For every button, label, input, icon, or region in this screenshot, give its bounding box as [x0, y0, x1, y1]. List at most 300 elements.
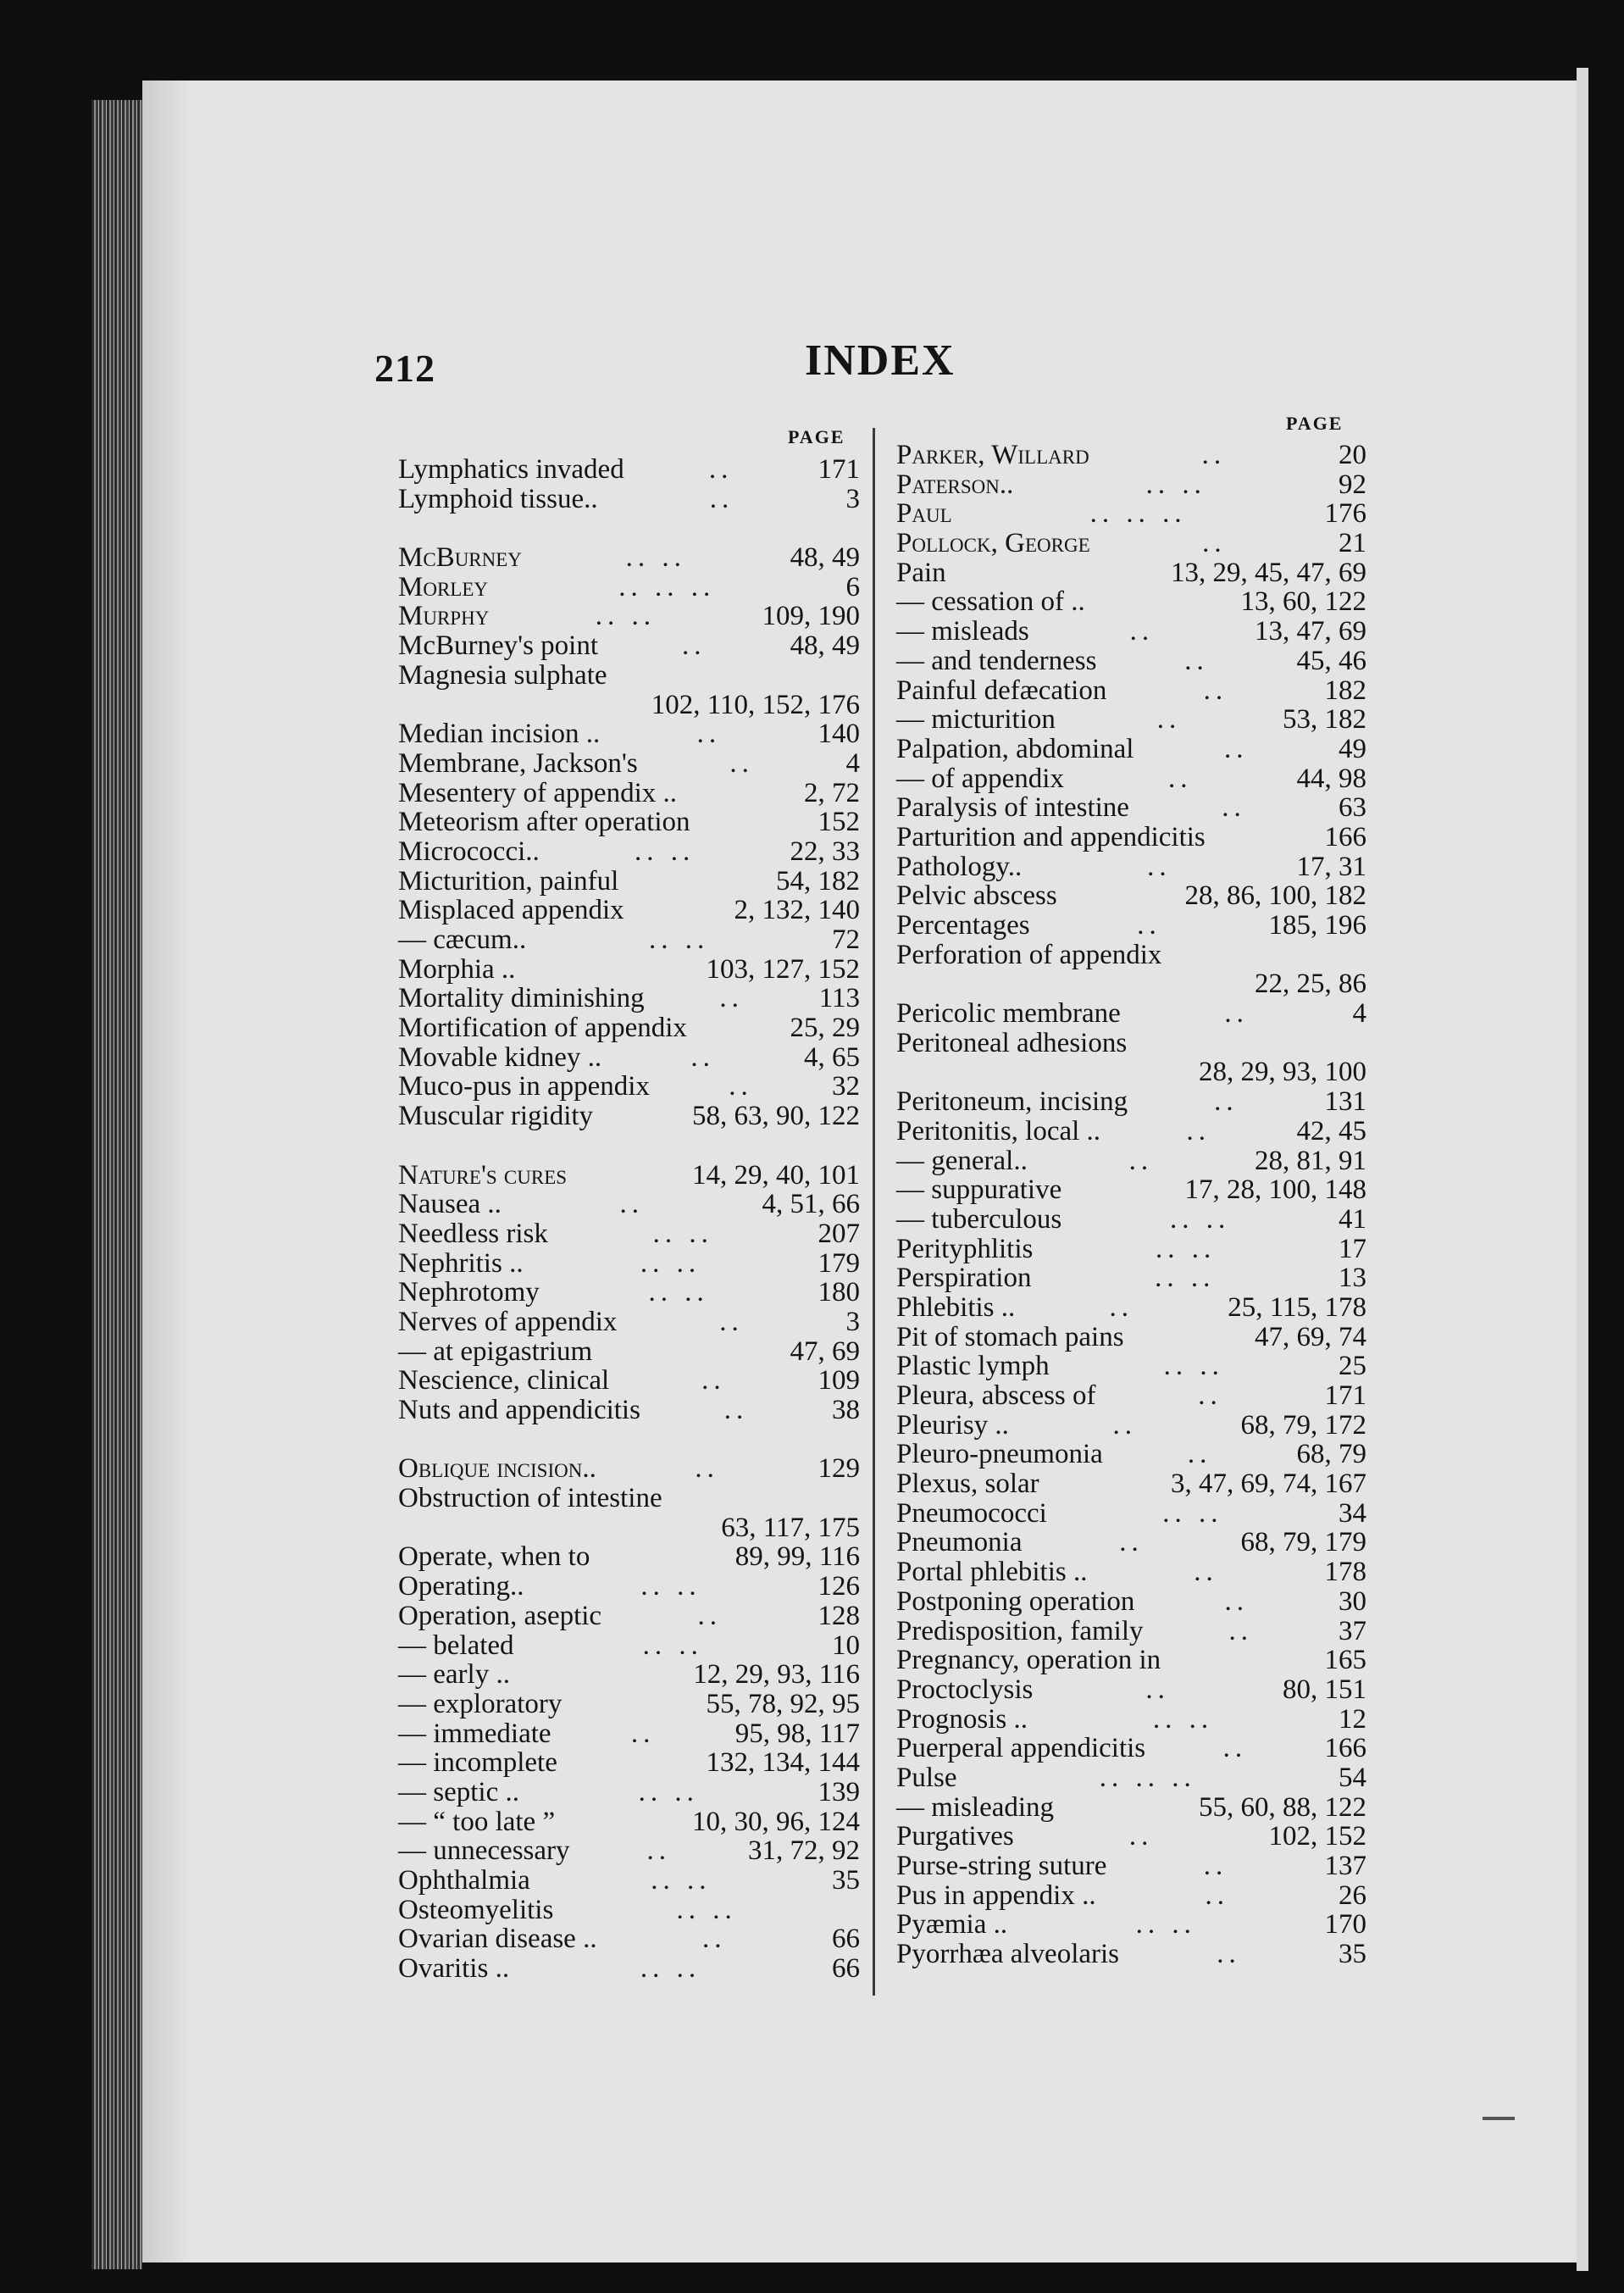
index-entry-pages: 4, 65 — [804, 1041, 860, 1073]
index-entry-term: Pit of stomach pains — [896, 1321, 1124, 1352]
index-entry — [398, 1454, 860, 1484]
index-entry — [896, 1293, 1366, 1323]
index-entry-leader: .. — [719, 1307, 744, 1337]
page-title: INDEX — [805, 336, 956, 385]
index-entry-pages: 32 — [832, 1071, 860, 1102]
index-entry-pages: 176 — [1324, 498, 1366, 530]
index-entry — [398, 1161, 860, 1191]
index-entry — [896, 1822, 1366, 1852]
index-entry-pages: 54 — [1339, 1762, 1366, 1793]
index-entry-leader: .. — [697, 1601, 723, 1631]
index-entry-pages: 180 — [818, 1277, 860, 1308]
index-entry-leader: .. — [1167, 763, 1193, 794]
index-entry-pages: 41 — [1339, 1203, 1366, 1235]
index-entry-pages: 3, 47, 69, 74, 167 — [1171, 1469, 1366, 1500]
index-entry-pages: 35 — [1339, 1939, 1366, 1970]
index-entry-leader: .. — [1184, 646, 1209, 676]
index-entry-leader: .. — [1203, 1852, 1228, 1881]
index-entry-leader: .. — [1145, 1674, 1170, 1705]
index-entry-pages: 92 — [1339, 469, 1366, 500]
index-entry-leader: .. — [682, 631, 707, 661]
index-entry-leader: .. .. — [1152, 1704, 1214, 1735]
index-entry — [896, 441, 1366, 470]
index-entry — [896, 1440, 1366, 1469]
index-entry-pages: 207 — [818, 1218, 860, 1249]
index-entry-leader: .. — [1128, 1146, 1154, 1176]
index-entry — [398, 1631, 860, 1661]
index-entry — [398, 925, 860, 955]
index-entry-term: — micturition — [896, 704, 1056, 736]
index-entry — [896, 1793, 1366, 1823]
index-entry-term: Phlebitis .. — [896, 1291, 1016, 1323]
index-entry — [896, 1910, 1366, 1940]
index-entry-pages: 28, 81, 91 — [1255, 1145, 1366, 1176]
index-entry-pages: 31, 72, 92 — [748, 1835, 860, 1867]
page-right-edge — [1577, 68, 1588, 2271]
index-entry — [398, 602, 860, 631]
index-entry — [398, 1660, 860, 1690]
index-entry-term: Median incision .. — [398, 719, 601, 750]
index-entry-term: — misleads — [896, 616, 1029, 647]
index-entry — [398, 1249, 860, 1279]
index-entry-pages: 47, 69 — [790, 1335, 860, 1367]
index-entry-pages: 54, 182 — [776, 865, 860, 897]
index-entry — [398, 896, 860, 925]
index-entry — [896, 1705, 1366, 1735]
index-entry-pages: 25, 29 — [790, 1013, 860, 1044]
index-entry-leader: .. — [729, 748, 754, 779]
index-entry-term: Paul — [896, 498, 952, 530]
index-entry-term: Pollock, George — [896, 528, 1090, 559]
index-entry-term: Purse-string suture — [896, 1851, 1107, 1881]
index-entry-term: Meteorism after operation — [398, 807, 690, 838]
index-entry-pages: 68, 79, 179 — [1240, 1527, 1366, 1558]
left-page-column-header: PAGE — [788, 426, 845, 447]
index-entry — [398, 1484, 860, 1513]
index-entry-leader: .. .. — [1162, 1498, 1223, 1529]
index-entry-continuation — [398, 1513, 860, 1543]
index-entry-pages: 68, 79 — [1296, 1439, 1366, 1470]
page-number: 212 — [374, 347, 435, 390]
index-entry-pages: 126 — [818, 1571, 860, 1602]
index-entry-term: Ovarian disease .. — [398, 1924, 597, 1955]
index-entry-leader: .. .. — [648, 1278, 709, 1308]
page-smudge — [1483, 2117, 1515, 2120]
index-entry-leader: .. .. — [1169, 1204, 1231, 1235]
index-entry-term: Peritoneum, incising — [896, 1086, 1128, 1118]
index-entry-pages: 48, 49 — [790, 630, 860, 662]
index-entry-term: Needless risk — [398, 1218, 548, 1249]
index-entry-term: Murphy — [398, 601, 490, 632]
index-entry-term: Pericolic membrane — [896, 998, 1121, 1030]
index-entry-term: Nature's cures — [398, 1159, 568, 1191]
index-entry-pages: 13 — [1339, 1263, 1366, 1294]
index-entry-term: — immediate — [398, 1718, 551, 1749]
index-entry — [896, 764, 1366, 794]
index-entry — [896, 1235, 1366, 1264]
index-entry-pages: 80, 151 — [1283, 1674, 1366, 1705]
index-entry-leader: .. — [630, 1718, 656, 1749]
index-entry-pages: 137 — [1324, 1851, 1366, 1881]
index-entry-leader: .. — [696, 719, 722, 749]
index-entry — [398, 1778, 860, 1807]
index-entry-leader: .. — [1198, 1381, 1222, 1411]
index-entry — [398, 1043, 860, 1073]
index-entry-pages: 10 — [832, 1630, 860, 1661]
index-entry-leader: .. — [1224, 999, 1249, 1029]
index-section-gap — [398, 1425, 860, 1455]
index-entry-leader: .. .. — [1163, 1352, 1224, 1382]
index-entry-term: — of appendix — [896, 763, 1064, 794]
index-entry-term: — exploratory — [398, 1688, 563, 1719]
index-entry-pages: 53, 182 — [1283, 704, 1366, 736]
index-entry-pages: 12, 29, 93, 116 — [693, 1659, 860, 1691]
index-entry-term: Pulse — [896, 1762, 957, 1793]
index-entry-term: Morphia .. — [398, 953, 516, 985]
index-entry-pages: 20 — [1339, 440, 1366, 470]
index-entry-pages: 28, 29, 93, 100 — [1199, 1057, 1366, 1088]
index-entry-pages: 109, 190 — [762, 601, 860, 632]
index-entry — [398, 749, 860, 779]
index-entry-pages: 185, 196 — [1268, 910, 1366, 941]
index-entry — [896, 941, 1366, 970]
index-entry-leader: .. — [1156, 705, 1182, 735]
index-entry-pages: 25 — [1339, 1351, 1366, 1382]
index-entry — [896, 881, 1366, 911]
index-entry — [896, 1852, 1366, 1881]
index-entry-term: Muco-pus in appendix — [398, 1071, 650, 1102]
index-entry-leader: .. — [702, 1924, 727, 1955]
index-entry-term: Pregnancy, operation in — [896, 1645, 1161, 1676]
index-entry-term: Muscular rigidity — [398, 1101, 594, 1132]
index-entry — [398, 1602, 860, 1631]
index-entry-term: Mortification of appendix — [398, 1013, 687, 1044]
index-entry-leader: .. — [1228, 1616, 1253, 1646]
index-entry-term: — incomplete — [398, 1747, 557, 1779]
index-entry-term: Operating.. — [398, 1571, 524, 1602]
index-entry — [398, 955, 860, 985]
index-entry-leader: .. — [1129, 617, 1155, 647]
index-column-right — [896, 441, 1366, 1969]
index-entry-pages: 152 — [818, 807, 860, 838]
index-entry-leader: .. — [1112, 1410, 1137, 1441]
index-entry-term: Membrane, Jackson's — [398, 747, 638, 779]
index-entry-leader: .. — [695, 1454, 719, 1485]
index-entry-term: Pyæmia .. — [896, 1909, 1008, 1940]
index-entry-pages: 2, 72 — [804, 777, 860, 808]
index-entry-pages: 22, 25, 86 — [1255, 969, 1366, 1000]
index-entry-term: Puerperal appendicitis — [896, 1733, 1146, 1764]
index-entry-term: Peritoneal adhesions — [896, 1027, 1128, 1058]
index-entry-term: Purgatives — [896, 1821, 1014, 1852]
index-entry-term: — misleading — [896, 1791, 1055, 1823]
index-entry — [896, 587, 1366, 617]
index-entry-term: Plastic lymph — [896, 1351, 1050, 1382]
index-entry-leader: .. .. — [638, 1777, 699, 1807]
index-entry — [398, 1013, 860, 1043]
index-entry — [398, 1542, 860, 1572]
index-entry-term: Perityphlitis — [896, 1233, 1034, 1264]
index-entry-term: Paterson.. — [896, 469, 1014, 500]
index-entry-term: Morley — [398, 571, 489, 602]
index-entry — [896, 1881, 1366, 1911]
index-entry-pages: 132, 134, 144 — [706, 1747, 860, 1779]
index-entry-pages: 10, 30, 96, 124 — [692, 1806, 860, 1837]
index-entry-leader: .. — [719, 984, 744, 1014]
index-entry — [896, 705, 1366, 735]
index-entry-pages: 89, 99, 116 — [734, 1541, 860, 1573]
index-entry-leader: .. — [1137, 911, 1161, 941]
index-entry-term: Movable kidney .. — [398, 1041, 602, 1073]
index-entry-term: Paralysis of intestine — [896, 792, 1129, 824]
index-entry — [896, 823, 1366, 852]
index-entry-term: Prognosis .. — [896, 1703, 1028, 1735]
index-entry-term: Parker, Willard — [896, 440, 1089, 470]
index-entry — [896, 676, 1366, 706]
index-entry-pages: 12 — [1339, 1703, 1366, 1735]
index-entry-leader: .. — [690, 1042, 715, 1073]
index-entry-term: Magnesia sulphate — [398, 659, 607, 691]
index-entry-term: Mesentery of appendix .. — [398, 777, 677, 808]
index-entry-term: — at epigastrium — [398, 1335, 593, 1367]
index-entry-leader: .. .. — [642, 1630, 703, 1661]
index-entry-pages: 139 — [818, 1776, 860, 1807]
index-entry-pages: 166 — [1324, 821, 1366, 852]
index-entry-term: Palpation, abdominal — [896, 733, 1134, 764]
index-entry-leader: .. — [1187, 1440, 1212, 1470]
index-entry-pages: 109 — [818, 1365, 860, 1396]
index-entry-pages: 171 — [1324, 1380, 1366, 1411]
index-entry — [398, 1954, 860, 1984]
index-entry — [398, 1924, 860, 1954]
index-entry-pages: 66 — [832, 1953, 860, 1985]
index-entry — [896, 1940, 1366, 1969]
index-entry-term: Perspiration — [896, 1263, 1032, 1294]
index-entry-leader: .. — [1222, 1734, 1248, 1763]
index-entry-pages: 4 — [845, 747, 860, 779]
index-entry-pages: 13, 29, 45, 47, 69 — [1171, 557, 1366, 588]
index-entry-leader: .. .. — [1156, 1234, 1217, 1264]
index-entry-pages: 72 — [832, 924, 860, 955]
index-entry-term: — cæcum.. — [398, 924, 527, 955]
index-entry — [896, 1029, 1366, 1058]
index-entry-pages: 17 — [1339, 1233, 1366, 1264]
index-entry — [398, 1836, 860, 1866]
index-entry-pages: 25, 115, 178 — [1228, 1291, 1366, 1323]
index-entry-pages: 4, 51, 66 — [762, 1189, 860, 1220]
index-entry — [896, 1175, 1366, 1205]
index-entry-pages: 26 — [1339, 1879, 1366, 1911]
index-entry — [896, 999, 1366, 1029]
index-entry-leader: .. — [1186, 1116, 1211, 1146]
index-entry-term: Pain — [896, 557, 946, 588]
index-entry — [398, 867, 860, 897]
index-entry — [398, 1807, 860, 1837]
index-entry-pages: 55, 78, 92, 95 — [706, 1688, 860, 1719]
index-entry — [896, 793, 1366, 823]
index-entry-term: Mortality diminishing — [398, 983, 645, 1014]
index-entry — [896, 1734, 1366, 1763]
index-entry-leader: .. .. — [652, 1219, 713, 1249]
index-entry — [896, 617, 1366, 647]
index-entry-pages: 63, 117, 175 — [721, 1512, 860, 1543]
index-entry-pages: 113 — [818, 983, 860, 1014]
index-entry — [896, 1499, 1366, 1529]
index-entry-term: — suppurative — [896, 1174, 1062, 1206]
index-entry-term: Micturition, painful — [398, 865, 619, 897]
index-entry-term: Pelvic abscess — [896, 880, 1057, 912]
index-entry-term: Micrococci.. — [398, 836, 540, 867]
index-entry-leader: .. — [1147, 852, 1172, 882]
index-entry-term: Pneumonia — [896, 1527, 1023, 1558]
index-entry-pages: 38 — [832, 1395, 860, 1425]
index-entry-term: Ovaritis .. — [398, 1953, 510, 1985]
index-entry-pages: 44, 98 — [1296, 763, 1366, 794]
index-entry-term: McBurney's point — [398, 630, 599, 662]
index-entry — [398, 485, 860, 514]
index-entry — [896, 647, 1366, 676]
index-entry-term: Nephrotomy — [398, 1277, 540, 1308]
index-entry — [398, 1219, 860, 1249]
index-entry-continuation — [896, 1058, 1366, 1087]
index-entry-pages: 14, 29, 40, 101 — [692, 1159, 860, 1191]
index-entry-leader: .. .. — [651, 1866, 712, 1896]
index-entry-pages: 166 — [1324, 1733, 1366, 1764]
index-entry-pages: 58, 63, 90, 122 — [692, 1101, 860, 1132]
index-entry — [896, 1469, 1366, 1499]
index-entry — [896, 735, 1366, 764]
index-entry-leader: .. .. — [625, 543, 686, 573]
index-section-gap — [398, 1131, 860, 1161]
index-entry-term: Misplaced appendix — [398, 895, 624, 926]
index-entry-term: — septic .. — [398, 1776, 519, 1807]
index-entry-pages: 17, 28, 100, 148 — [1184, 1174, 1366, 1206]
index-entry-pages: 102, 110, 152, 176 — [651, 689, 860, 720]
index-entry-pages: 102, 152 — [1268, 1821, 1366, 1852]
index-entry-leader: .. .. — [595, 602, 657, 632]
index-entry-pages: 2, 132, 140 — [734, 895, 860, 926]
index-entry — [896, 1557, 1366, 1587]
index-entry-pages: 37 — [1339, 1615, 1366, 1646]
index-entry-pages: 4 — [1352, 998, 1366, 1030]
index-entry-term: Obstruction of intestine — [398, 1483, 662, 1514]
index-entry-leader: .. — [1222, 793, 1246, 823]
index-entry-term: Nausea .. — [398, 1189, 502, 1220]
index-entry-pages: 30 — [1339, 1585, 1366, 1617]
index-entry-leader: .. .. — [1135, 1910, 1196, 1940]
index-entry — [896, 1528, 1366, 1557]
index-entry — [398, 1308, 860, 1337]
index-entry — [896, 1352, 1366, 1381]
index-entry — [896, 1381, 1366, 1411]
index-entry — [398, 837, 860, 867]
index-entry-pages: 21 — [1339, 528, 1366, 559]
index-entry — [896, 1675, 1366, 1705]
index-entry-leader: .. .. .. — [1099, 1763, 1196, 1793]
index-entry-term: — early .. — [398, 1659, 510, 1691]
index-entry-leader: .. .. — [676, 1895, 737, 1925]
index-entry-leader: .. .. .. — [1089, 499, 1187, 530]
index-entry-term: Pleura, abscess of — [896, 1380, 1096, 1411]
index-entry-pages: 178 — [1324, 1557, 1366, 1588]
index-entry-leader: .. .. — [1145, 469, 1206, 500]
index-entry — [398, 1866, 860, 1896]
index-entry-term: Ophthalmia — [398, 1865, 530, 1896]
index-entry — [896, 1263, 1366, 1293]
index-entry-pages: 68, 79, 172 — [1240, 1409, 1366, 1441]
index-entry-leader: .. — [1214, 1087, 1239, 1117]
index-entry-pages: 48, 49 — [790, 542, 860, 574]
index-entry-leader: .. — [1205, 1880, 1230, 1911]
index-entry — [398, 1190, 860, 1219]
index-entry — [398, 1896, 860, 1925]
index-entry-leader: .. — [1217, 1940, 1241, 1969]
index-entry — [398, 1748, 860, 1778]
index-entry-leader: .. — [709, 484, 734, 514]
index-entry-term: Pus in appendix .. — [896, 1879, 1096, 1911]
book-spine-edge — [91, 100, 142, 2269]
index-entry-pages: 49 — [1339, 733, 1366, 764]
index-entry-pages: 47, 69, 74 — [1255, 1321, 1366, 1352]
index-entry-continuation — [398, 691, 860, 720]
index-entry-leader: .. — [729, 1072, 753, 1102]
index-entry-term: McBurney — [398, 542, 522, 574]
index-entry-continuation — [896, 969, 1366, 999]
index-entry-term: — unnecessary — [398, 1835, 570, 1867]
index-entry — [896, 1146, 1366, 1176]
index-entry-pages: 179 — [818, 1247, 860, 1279]
index-entry-term: Percentages — [896, 910, 1030, 941]
index-entry-term: Operate, when to — [398, 1541, 590, 1573]
index-entry-term: Peritonitis, local .. — [896, 1115, 1101, 1146]
index-entry — [398, 1072, 860, 1102]
index-entry-pages: 22, 33 — [790, 836, 860, 867]
index-entry — [398, 779, 860, 808]
index-entry-term: Lymphoid tissue.. — [398, 483, 598, 514]
index-entry-leader: .. — [1109, 1292, 1133, 1323]
index-entry-term: Lymphatics invaded — [398, 454, 624, 485]
index-entry-pages: 182 — [1324, 675, 1366, 706]
index-entry — [896, 1587, 1366, 1617]
index-entry — [398, 661, 860, 691]
index-entry-term: — “ too late ” — [398, 1806, 556, 1837]
index-entry — [398, 808, 860, 837]
index-entry — [398, 1572, 860, 1602]
index-entry-pages: 129 — [818, 1453, 860, 1485]
index-entry — [398, 455, 860, 485]
index-entry-term: Osteomyelitis — [398, 1894, 554, 1925]
index-entry-leader: .. .. — [1155, 1263, 1216, 1293]
index-entry-leader: .. — [1201, 441, 1227, 470]
index-entry — [896, 852, 1366, 882]
right-page-column-header: PAGE — [1286, 413, 1344, 434]
index-entry — [398, 631, 860, 661]
index-entry — [896, 558, 1366, 588]
index-entry-leader: .. — [1223, 734, 1249, 764]
index-entry-pages: 170 — [1324, 1909, 1366, 1940]
index-entry — [398, 573, 860, 602]
index-entry-term: Predisposition, family — [896, 1615, 1144, 1646]
index-entry-leader: .. — [1119, 1528, 1144, 1558]
index-entry — [398, 1396, 860, 1425]
index-entry-leader: .. — [708, 455, 734, 485]
index-entry-term: Oblique incision.. — [398, 1453, 596, 1485]
index-entry-term: Nuts and appendicitis — [398, 1395, 640, 1425]
index-entry-leader: .. — [1203, 675, 1228, 706]
index-entry-term: Proctoclysis — [896, 1674, 1034, 1705]
index-entry-pages: 103, 127, 152 — [706, 953, 860, 985]
index-entry-pages: 34 — [1339, 1497, 1366, 1529]
